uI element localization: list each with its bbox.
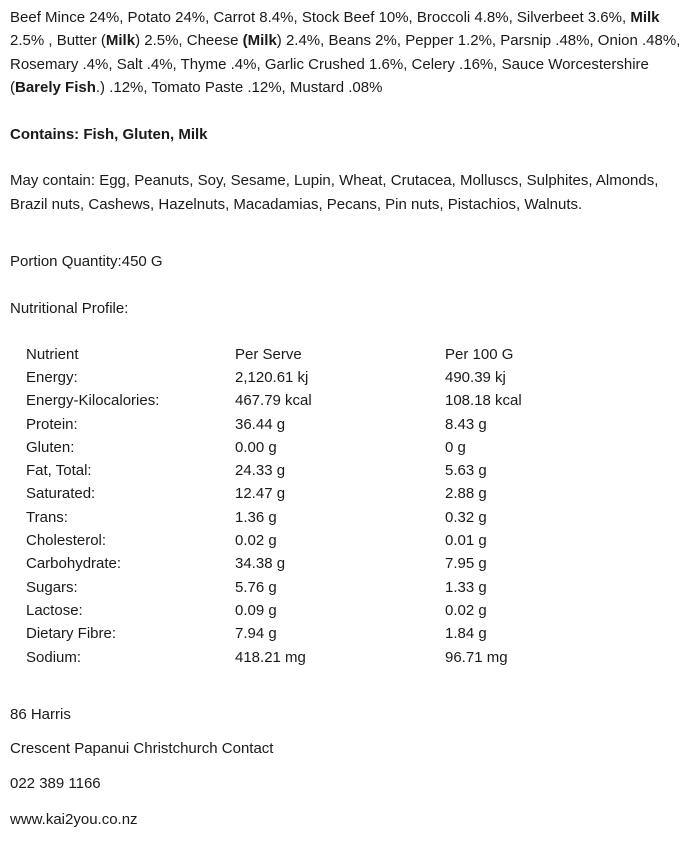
per-serve-value: 24.33 g	[235, 462, 286, 480]
per-100g-value: 0.32 g	[445, 508, 487, 526]
header-nutrient: Nutrient	[26, 345, 79, 363]
nutrition-row	[26, 576, 645, 599]
per-serve-value: 2,120.61 kj	[235, 368, 309, 386]
nutrition-table	[26, 343, 645, 669]
per-100g-value: 1.33 g	[445, 578, 487, 596]
nutritional-profile-title: Nutritional Profile:	[10, 300, 129, 318]
nutrient-name: Sugars:	[26, 578, 78, 596]
allergen-highlight: Milk	[105, 32, 136, 50]
address-line-2: Crescent Papanui Christchurch Contact	[10, 740, 274, 758]
nutrition-row	[26, 482, 645, 505]
address-line-1: 86 Harris	[10, 705, 71, 723]
allergen-highlight: (Milk	[242, 32, 277, 50]
per-100g-value: 0.01 g	[445, 532, 487, 550]
per-100g-value: 108.18 kcal	[445, 392, 522, 410]
allergen-highlight: Milk	[630, 9, 660, 26]
nutrition-row	[26, 529, 645, 552]
per-100g-value: 490.39 kj	[445, 368, 506, 386]
nutrient-name: Trans:	[26, 508, 68, 526]
per-serve-value: 7.94 g	[235, 625, 277, 643]
per-serve-value: 467.79 kcal	[235, 392, 312, 410]
nutrition-row	[26, 413, 645, 436]
nutrient-name: Sodium:	[26, 648, 82, 666]
may-contain-allergens: May contain: Egg, Peanuts, Soy, Sesame, Lupin, Wheat, Crutacea, Molluscs, Sulphites, Almonds, Brazil nuts, Cashews, Hazelnuts, Macadamias, Pecans, Pin nuts, Pistachios, Walnuts.	[10, 172, 659, 213]
nutrient-name: Protein:	[26, 415, 78, 433]
per-100g-value: 96.71 mg	[445, 648, 508, 666]
ingredients-text: ) 2.5%, Cheese	[135, 32, 243, 50]
nutrition-row	[26, 459, 645, 482]
ingredients-text: Beef Mince 24%, Potato 24%, Carrot 8.4%, Stock Beef 10%, Broccoli 4.8%, Silverbeet 3.6%,	[10, 9, 631, 26]
nutrition-row	[26, 552, 645, 575]
nutrient-name: Gluten:	[26, 438, 75, 456]
nutrition-row	[26, 436, 645, 459]
nutrition-row	[26, 366, 645, 389]
nutrient-name: Fat, Total:	[26, 462, 92, 480]
contains-allergens: Contains: Fish, Gluten, Milk	[10, 126, 208, 144]
per-serve-value: 12.47 g	[235, 485, 286, 503]
nutrition-row	[26, 506, 645, 529]
per-100g-value: 7.95 g	[445, 555, 487, 573]
header-per-serve: Per Serve	[235, 345, 302, 363]
ingredients-text: .) .12%, Tomato Paste .12%, Mustard .08%	[95, 78, 383, 96]
per-100g-value: 8.43 g	[445, 415, 487, 433]
ingredients-text: 2.5% , Butter (	[10, 32, 106, 50]
per-serve-value: 0.09 g	[235, 601, 277, 619]
nutrition-row	[26, 599, 645, 622]
nutrition-row	[26, 389, 645, 412]
per-100g-value: 0.02 g	[445, 601, 487, 619]
header-per-100g: Per 100 G	[445, 345, 514, 363]
nutrient-name: Energy:	[26, 368, 78, 386]
per-serve-value: 0.00 g	[235, 438, 277, 456]
website-url: www.kai2you.co.nz	[10, 810, 138, 828]
nutrient-name: Dietary Fibre:	[26, 625, 117, 643]
per-100g-value: 5.63 g	[445, 462, 487, 480]
portion-quantity: Portion Quantity:450 G	[10, 253, 163, 271]
nutrient-name: Cholesterol:	[26, 532, 107, 550]
per-serve-value: 34.38 g	[235, 555, 286, 573]
per-100g-value: 1.84 g	[445, 625, 487, 643]
nutrient-name: Carbohydrate:	[26, 555, 122, 573]
ingredients-list	[10, 6, 685, 99]
nutrition-header-row	[26, 343, 645, 366]
ingredients-text: ) 2.4%, Beans 2%, Pepper 1.2%, Parsnip .48%, Onion .48%, Rosemary .4%, Salt .4%, Thyme .4%, Garlic Crushed 1.6%, Celery .16%, Sauce Worcestershire (	[10, 32, 681, 96]
per-100g-value: 0 g	[445, 438, 466, 456]
allergen-highlight: Barely Fish	[15, 78, 96, 96]
per-100g-value: 2.88 g	[445, 485, 487, 503]
nutrition-row	[26, 646, 645, 669]
per-serve-value: 36.44 g	[235, 415, 286, 433]
nutrient-name: Lactose:	[26, 601, 83, 619]
nutrition-row	[26, 622, 645, 645]
phone-number: 022 389 1166	[10, 775, 101, 793]
per-serve-value: 5.76 g	[235, 578, 277, 596]
nutrient-name: Saturated:	[26, 485, 96, 503]
nutrient-name: Energy-Kilocalories:	[26, 392, 160, 410]
per-serve-value: 0.02 g	[235, 532, 277, 550]
per-serve-value: 418.21 mg	[235, 648, 306, 666]
per-serve-value: 1.36 g	[235, 508, 277, 526]
